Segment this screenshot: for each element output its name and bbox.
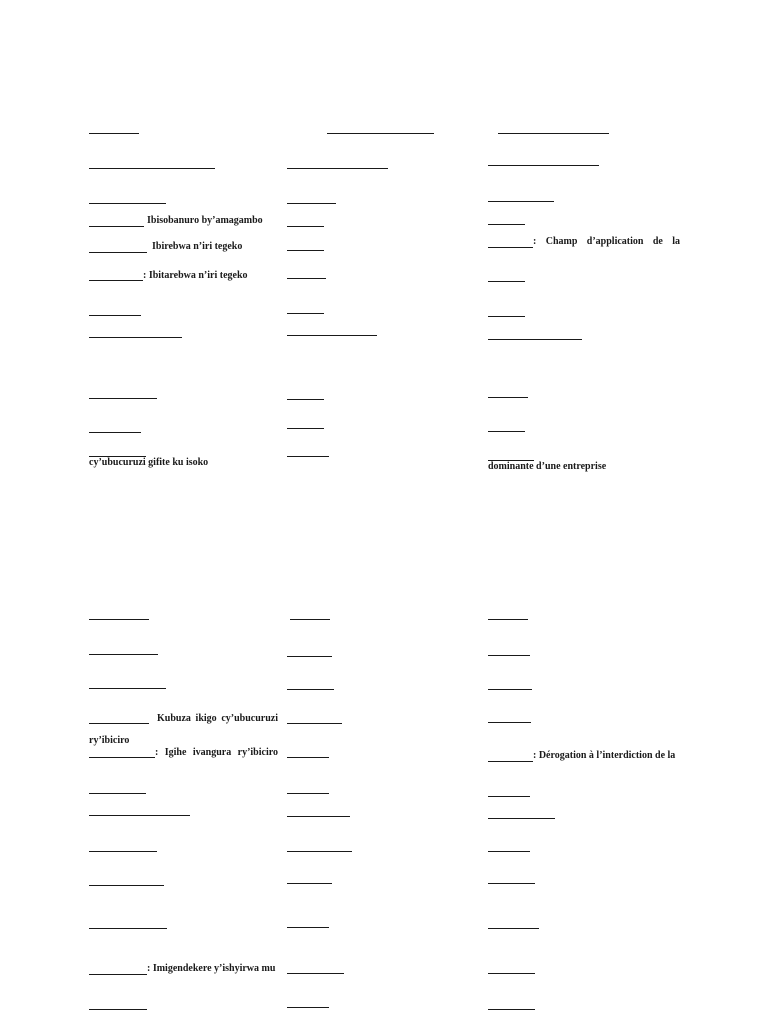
blank-line bbox=[488, 247, 533, 248]
entry-scope bbox=[533, 236, 680, 248]
word: ikigo bbox=[195, 713, 217, 724]
blank-line bbox=[488, 761, 533, 762]
blank-line bbox=[287, 203, 336, 204]
blank-line bbox=[287, 250, 324, 251]
blank-line bbox=[287, 689, 334, 690]
blank-line bbox=[287, 1007, 329, 1008]
word: de bbox=[652, 236, 663, 247]
blank-line bbox=[488, 619, 528, 620]
entry-derogation: : Dérogation à l’interdiction de la bbox=[533, 750, 676, 761]
blank-line bbox=[287, 313, 324, 314]
blank-line bbox=[488, 397, 528, 398]
word: ry’ibiciro bbox=[237, 747, 278, 758]
blank-line bbox=[287, 883, 332, 884]
blank-line bbox=[89, 928, 167, 929]
blank-line bbox=[287, 428, 324, 429]
entry-prohibit-trade bbox=[157, 713, 278, 725]
blank-line bbox=[488, 796, 530, 797]
blank-line bbox=[287, 816, 350, 817]
blank-line bbox=[488, 851, 530, 852]
word: Champ bbox=[545, 236, 578, 247]
blank-line bbox=[287, 757, 329, 758]
blank-line bbox=[89, 226, 144, 227]
word: la bbox=[672, 236, 680, 247]
blank-line bbox=[89, 688, 166, 689]
blank-line bbox=[488, 339, 582, 340]
blank-line bbox=[89, 432, 141, 433]
blank-line bbox=[488, 316, 525, 317]
blank-line bbox=[488, 201, 554, 202]
entry-market-trade: cy’ubucuruzi gifite ku isoko bbox=[89, 457, 209, 468]
blank-line bbox=[488, 722, 531, 723]
blank-line bbox=[287, 973, 344, 974]
entry-price-time bbox=[155, 747, 278, 759]
blank-line bbox=[89, 280, 143, 281]
blank-line bbox=[89, 398, 157, 399]
blank-line bbox=[488, 1009, 535, 1010]
blank-line bbox=[89, 619, 149, 620]
blank-line bbox=[488, 655, 530, 656]
blank-line bbox=[488, 818, 555, 819]
blank-line bbox=[89, 723, 149, 724]
blank-line bbox=[498, 133, 609, 134]
word: cy’ubucuruzi bbox=[221, 713, 278, 724]
blank-line bbox=[287, 278, 326, 279]
blank-line bbox=[488, 689, 532, 690]
word: : bbox=[155, 747, 159, 758]
word: Kubuza bbox=[157, 713, 191, 724]
blank-line bbox=[488, 973, 535, 974]
blank-line bbox=[89, 315, 141, 316]
blank-line bbox=[89, 203, 166, 204]
blank-line bbox=[89, 133, 139, 134]
entry-price-line: ry’ibiciro bbox=[89, 735, 130, 746]
entry-dominant-position: dominante d’une entreprise bbox=[488, 461, 607, 472]
blank-line bbox=[89, 654, 158, 655]
entry-excluded-laws: : Ibitarebwa n’iri tegeko bbox=[143, 270, 248, 281]
blank-line bbox=[488, 928, 539, 929]
entry-behaviour: : Imigendekere y’ishyirwa mu bbox=[147, 963, 276, 974]
word: ivangura bbox=[192, 747, 232, 758]
blank-line bbox=[488, 281, 525, 282]
blank-line bbox=[89, 757, 155, 758]
entry-definitions: Ibisobanuro by’amagambo bbox=[147, 215, 263, 226]
entry-related-laws: Ibirebwa n’iri tegeko bbox=[152, 241, 243, 252]
blank-line bbox=[89, 168, 215, 169]
blank-line bbox=[287, 793, 329, 794]
word: Igihe bbox=[164, 747, 187, 758]
word: d’application bbox=[586, 236, 644, 247]
blank-line bbox=[287, 456, 329, 457]
blank-line bbox=[89, 885, 164, 886]
blank-line bbox=[89, 252, 147, 253]
blank-line bbox=[89, 815, 190, 816]
blank-line bbox=[89, 974, 147, 975]
blank-line bbox=[89, 337, 182, 338]
blank-line bbox=[89, 793, 146, 794]
blank-line bbox=[287, 168, 388, 169]
blank-line bbox=[488, 883, 535, 884]
blank-line bbox=[488, 165, 599, 166]
blank-line bbox=[89, 851, 157, 852]
blank-line bbox=[287, 335, 377, 336]
blank-line bbox=[327, 133, 434, 134]
blank-line bbox=[287, 927, 329, 928]
blank-line bbox=[287, 723, 342, 724]
blank-line bbox=[89, 1009, 147, 1010]
blank-line bbox=[488, 224, 525, 225]
blank-line bbox=[290, 619, 330, 620]
blank-line bbox=[287, 226, 324, 227]
blank-line bbox=[287, 399, 324, 400]
word: : bbox=[533, 236, 537, 247]
blank-line bbox=[287, 851, 352, 852]
blank-line bbox=[488, 431, 525, 432]
blank-line bbox=[287, 656, 332, 657]
